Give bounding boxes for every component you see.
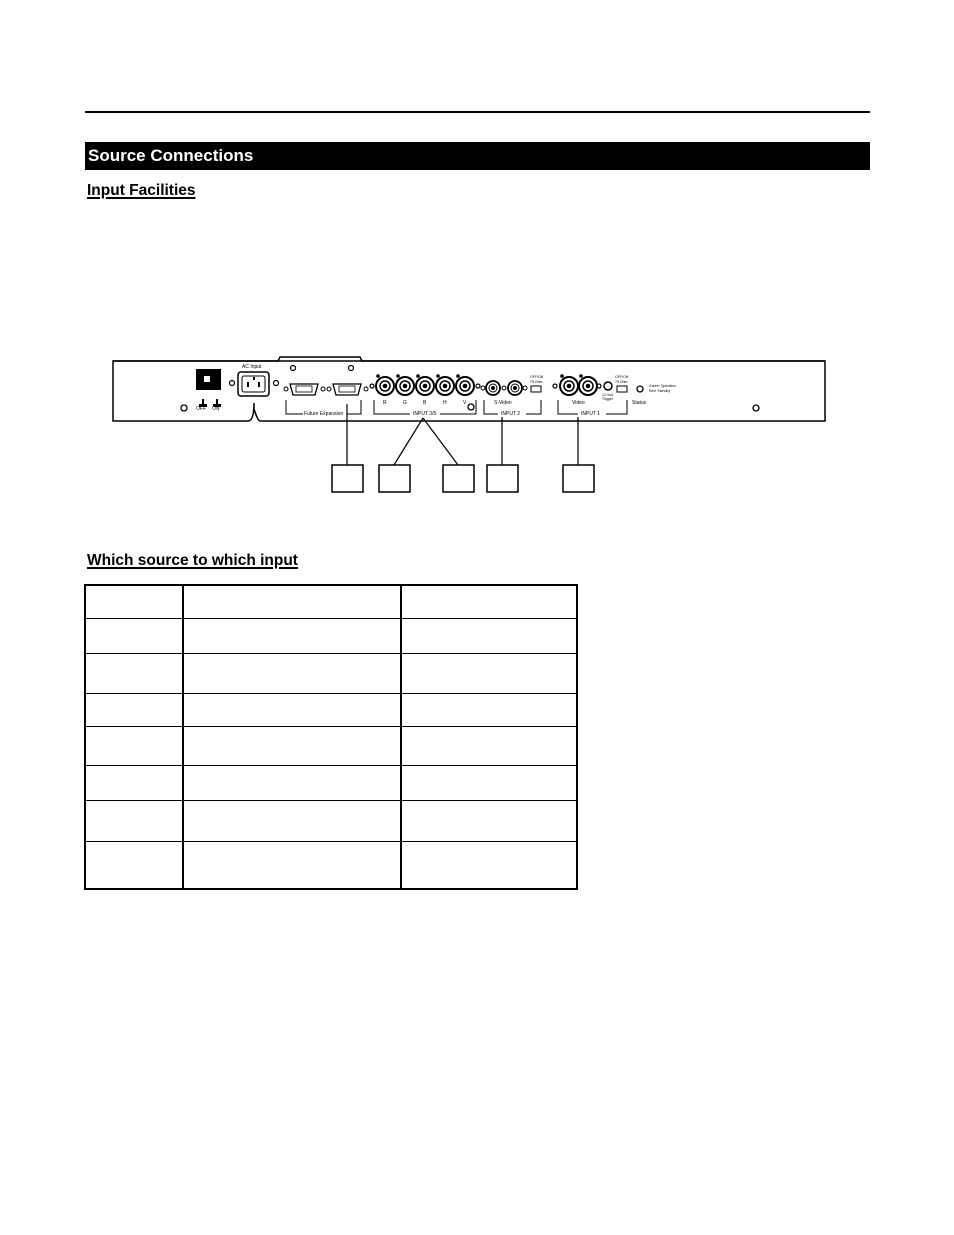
status-label: Status	[632, 400, 647, 406]
video-connectors	[560, 377, 597, 395]
callout-box	[563, 465, 594, 492]
table-row	[85, 841, 577, 889]
s-video-connectors	[486, 381, 522, 395]
rgbhv-label-b: B	[423, 400, 427, 406]
callout-box	[487, 465, 518, 492]
table-row	[85, 618, 577, 653]
status-green-label: Green: Operation	[649, 384, 677, 388]
rgbhv-label-v: V	[463, 400, 467, 406]
twelve-volt-label-line2: Trigger	[602, 397, 613, 401]
power-off-label: OFF	[196, 406, 206, 412]
table-row	[85, 726, 577, 765]
table-row	[85, 693, 577, 726]
termination-label-input1-line2: 75 Ohm	[615, 380, 628, 384]
termination-switch-input2	[531, 386, 541, 392]
status-led	[637, 386, 643, 392]
ac-input-label: AC Input	[242, 364, 262, 370]
table-row	[85, 653, 577, 693]
callout-box	[379, 465, 410, 492]
section-title: Source Connections	[85, 142, 870, 170]
rear-panel-diagram	[110, 355, 835, 500]
which-source-heading: Which source to which input	[87, 552, 298, 569]
termination-label-input1-line1: OFF/ON	[615, 375, 629, 379]
source-input-table	[84, 584, 578, 890]
callout-box	[443, 465, 474, 492]
rgbhv-connectors	[376, 377, 474, 395]
table-row	[85, 585, 577, 618]
status-red-label: Red: Standby	[649, 389, 671, 393]
input-2-label: INPUT 2	[501, 411, 521, 417]
top-rule	[85, 111, 870, 113]
input-345-label: INPUT 3/5	[413, 411, 437, 417]
termination-label-line1: OFF/ON	[530, 375, 544, 379]
video-label: Video	[572, 400, 585, 406]
twelve-volt-label-line1: 12 Volt	[602, 393, 613, 397]
input-facilities-heading: Input Facilities	[87, 182, 196, 199]
rgbhv-label-r: R	[383, 400, 387, 406]
power-on-label: ON	[212, 406, 220, 412]
table-row	[85, 800, 577, 841]
callout-box	[332, 465, 363, 492]
input-1-label: INPUT 1	[581, 411, 601, 417]
rgbhv-label-g: G	[403, 400, 407, 406]
s-video-label: S-Video	[494, 400, 512, 406]
termination-label-line2: 75 Ohm	[530, 380, 543, 384]
rgbhv-label-h: H	[443, 400, 447, 406]
table-row	[85, 765, 577, 800]
future-expansion-label: Future Expansion	[304, 411, 344, 417]
termination-switch-input1	[617, 386, 627, 392]
